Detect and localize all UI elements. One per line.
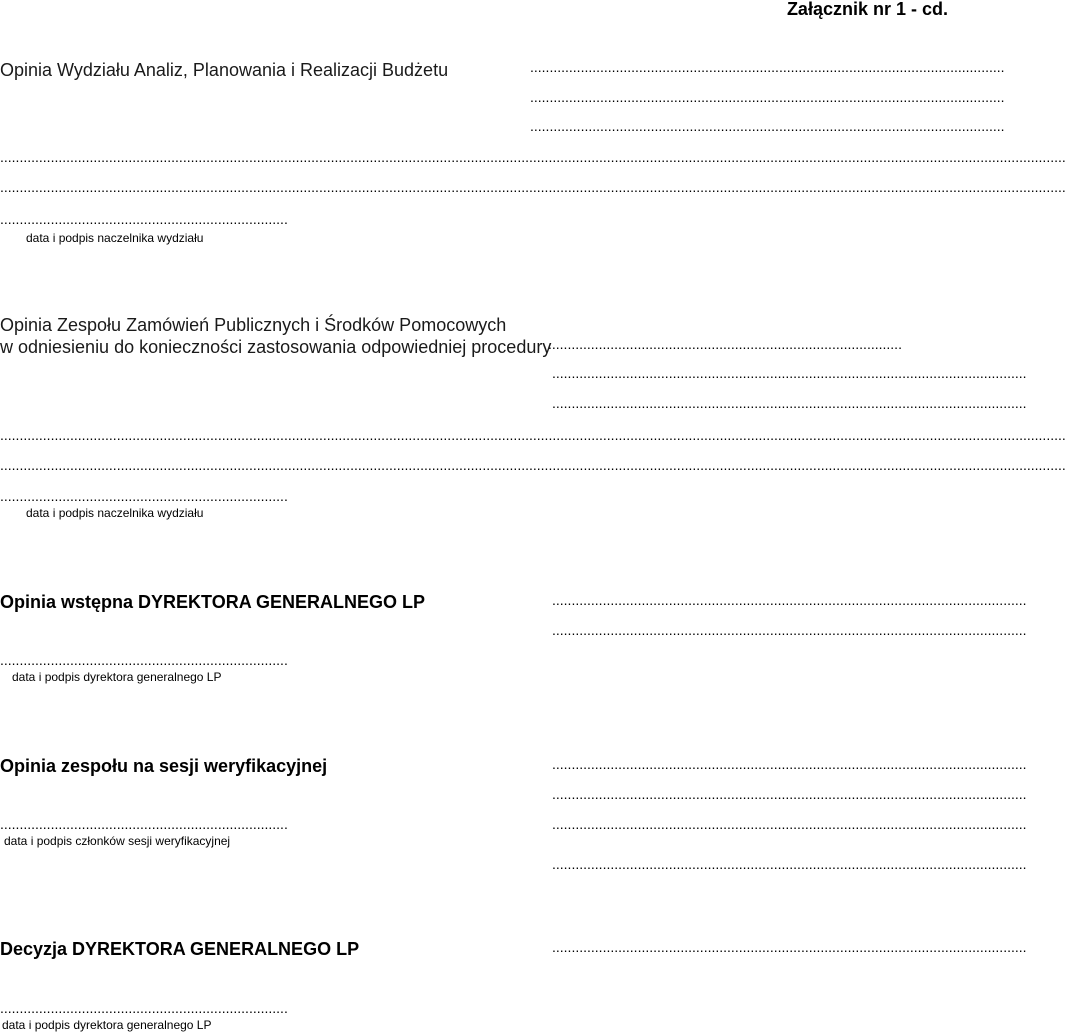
section-5-title: Decyzja DYREKTORA GENERALNEGO LP (0, 939, 360, 959)
section-5-caption: data i podpis dyrektora generalnego LP (2, 1018, 212, 1032)
section-2-title-line2: w odniesieniu do konieczności zastosowania odpowiedniej procedury (0, 337, 552, 357)
fill-line: .......................................................................................................................... (552, 622, 1027, 638)
fill-line: .......................................................................................................................... (530, 89, 1005, 105)
section-3-caption: data i podpis dyrektora generalnego LP (12, 670, 222, 684)
section-1-caption: data i podpis naczelnika wydziału (26, 231, 204, 245)
signature-line: .......................................................................... (0, 652, 288, 668)
section-2-caption: data i podpis naczelnika wydziału (26, 506, 204, 520)
fill-line: .......................................................................................................................... (552, 939, 1027, 955)
fill-line: .......................................................................................................................... (552, 756, 1027, 772)
signature-line: .......................................................................... (0, 816, 288, 832)
signature-line: .......................................................................... (0, 1000, 288, 1016)
fill-line: .......................................................................................................................... (552, 365, 1027, 381)
section-3-title: Opinia wstępna DYREKTORA GENERALNEGO LP (0, 592, 426, 612)
fill-line: .......................................................................................................................... (552, 395, 1027, 411)
fill-line: .................................................................................................................................................................................................................................................................................. (0, 149, 1066, 165)
attachment-header: Załącznik nr 1 - cd. (786, 0, 948, 19)
signature-line: .......................................................................... (0, 211, 288, 227)
fill-line: .................................................................................................................................................................................................................................................................................. (0, 427, 1066, 443)
fill-line: .................................................................................................................................................................................................................................................................................. (0, 179, 1066, 195)
section-1-title: Opinia Wydziału Analiz, Planowania i Realizacji Budżetu (0, 60, 449, 80)
fill-line: .......................................................................................................................... (552, 592, 1027, 608)
section-2-title-line1: Opinia Zespołu Zamówień Publicznych i Środków Pomocowych (0, 315, 507, 335)
fill-line: .......................................................................................................................... (530, 59, 1005, 75)
fill-line: ........................................................................................... (548, 336, 902, 352)
fill-line: .......................................................................................................................... (552, 856, 1027, 872)
signature-line: .......................................................................... (0, 488, 288, 504)
fill-line: .......................................................................................................................... (552, 816, 1027, 832)
section-4-caption: data i podpis członków sesji weryfikacyjnej (4, 834, 231, 848)
fill-line: .......................................................................................................................... (552, 786, 1027, 802)
section-4-title: Opinia zespołu na sesji weryfikacyjnej (0, 756, 328, 776)
fill-line: .......................................................................................................................... (530, 118, 1005, 134)
fill-line: .................................................................................................................................................................................................................................................................................. (0, 457, 1066, 473)
